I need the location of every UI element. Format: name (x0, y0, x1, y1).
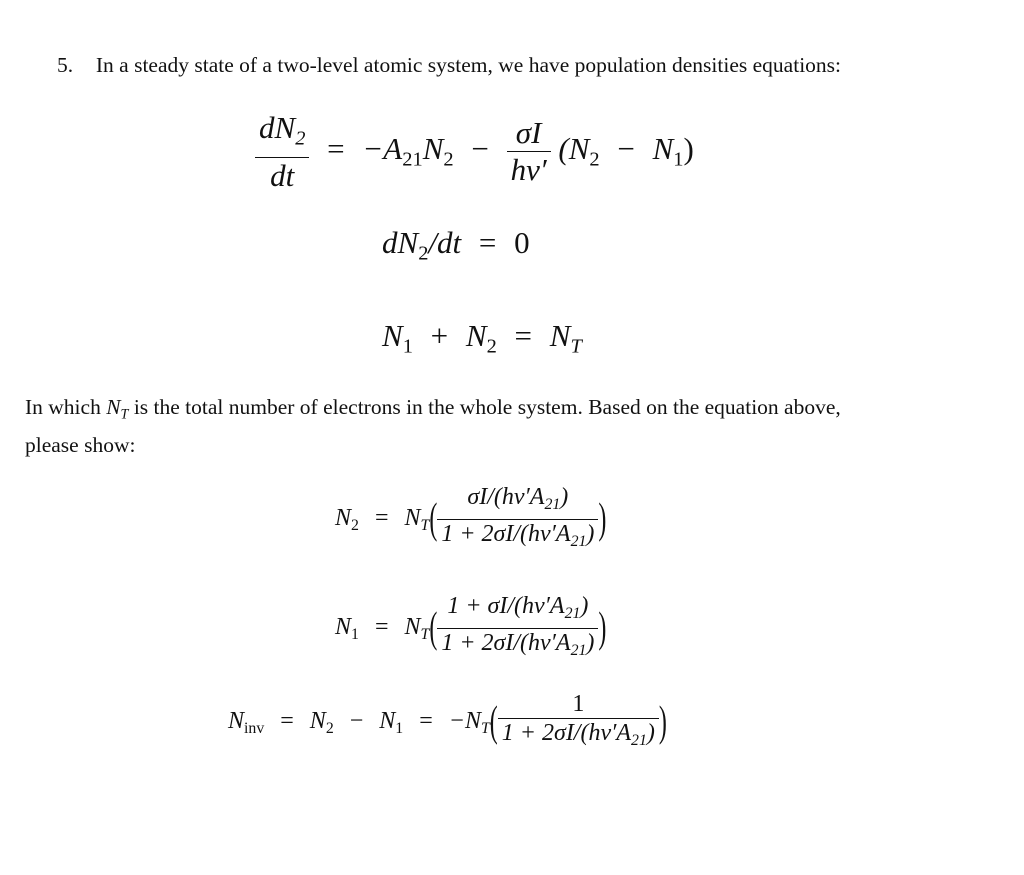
eq5-equals: = (374, 614, 389, 641)
eq6-den: 1 + 2σI/(hν′A (501, 720, 632, 746)
eq2-lhs: dN (382, 225, 419, 260)
eq1-paren-close: ) (683, 130, 694, 166)
eq1-paren-b-sub: 1 (673, 148, 684, 171)
problem-intro-text: In a steady state of a two-level atomic system, we have population densities equations: (95, 53, 842, 77)
eq6-equals: = (280, 708, 294, 735)
eq1-paren-b: N (652, 130, 674, 166)
eq1-frac-num: σI (507, 115, 551, 152)
eq3-b: N (465, 318, 487, 353)
eq1-paren-minus: − (617, 130, 635, 166)
eq4-den: 1 + 2σI/(hν′A (441, 521, 571, 548)
eq6-equals2: = (419, 708, 433, 735)
eq4-lhs-sub: 2 (351, 517, 359, 535)
equation-rate (255, 110, 694, 194)
eq4-fraction (437, 483, 598, 556)
eq2-lhs-rest: /dt (428, 225, 462, 260)
eq6-den-sub: 21 (631, 732, 647, 750)
equation-inversion-result (228, 690, 667, 755)
eq1-equals: = (327, 130, 345, 166)
eq6-b-sub: 1 (395, 720, 404, 738)
eq6-coef: −N (448, 708, 481, 735)
eq5-den-close: ) (586, 630, 595, 657)
eq1-frac-den: hν′ (510, 152, 547, 188)
eq5-num-sub: 21 (564, 605, 581, 623)
eq1-rhs-fraction (507, 115, 551, 188)
eq6-a: N (309, 708, 326, 735)
equation-steady-state (382, 225, 530, 272)
eq5-den: 1 + 2σI/(hν′A (441, 630, 571, 657)
explanation-symbol-sub: T (120, 406, 129, 423)
eq3-equals: = (514, 318, 533, 353)
eq5-num-close: ) (580, 593, 589, 619)
eq2-rhs: 0 (514, 225, 530, 260)
eq1-term1: −A (362, 130, 403, 166)
eq1-lhs-den: dt (270, 157, 295, 193)
equation-total (382, 318, 582, 365)
eq1-paren-a-sub: 2 (589, 148, 600, 171)
eq3-plus: + (430, 318, 449, 353)
eq4-num: σI/(hν′A (467, 484, 545, 510)
eq5-left-paren: ( (429, 605, 438, 652)
eq4-den-close: ) (586, 521, 595, 548)
problem-number: 5. (57, 53, 74, 77)
eq6-num: 1 (498, 690, 659, 719)
explanation-before: In which (25, 395, 107, 419)
eq4-equals: = (374, 505, 389, 532)
eq4-den-sub: 21 (570, 533, 587, 551)
eq4-num-sub: 21 (544, 496, 561, 514)
eq4-coef-sub: T (420, 517, 430, 535)
eq5-lhs-sub: 1 (351, 626, 359, 644)
explanation-symbol: N (106, 395, 121, 419)
eq6-minus: − (349, 708, 364, 735)
eq2-lhs-sub: 2 (418, 242, 429, 265)
eq6-lhs: N (228, 708, 245, 735)
eq1-lhs-num: dN (259, 110, 296, 145)
eq5-coef-sub: T (420, 626, 430, 644)
eq1-lhs-fraction (255, 110, 309, 194)
eq6-lhs-sub: inv (244, 720, 265, 738)
eq6-coef-sub: T (480, 720, 490, 738)
eq4-left-paren: ( (429, 496, 438, 543)
eq1-term1-b: N (422, 130, 444, 166)
eq2-equals: = (478, 225, 497, 260)
explanation-after: is the total number of electrons in the whole system. Based on the equation above, (128, 395, 841, 419)
eq4-right-paren: ) (598, 496, 607, 543)
eq3-c-sub: T (570, 335, 582, 358)
eq5-coef: N (404, 614, 421, 641)
eq5-right-paren: ) (598, 605, 607, 652)
eq1-lhs-num-sub: 2 (295, 127, 306, 150)
eq1-term1-sub: 21 (402, 148, 423, 171)
explanation-paragraph (25, 392, 841, 460)
eq6-right-paren: ) (658, 699, 667, 746)
eq3-b-sub: 2 (486, 335, 497, 358)
eq1-minus: − (471, 130, 489, 166)
equation-n2-result (335, 483, 606, 556)
problem-intro-line (57, 50, 841, 80)
eq6-left-paren: ( (489, 699, 498, 746)
eq3-a: N (382, 318, 403, 353)
eq1-term1-b-sub: 2 (443, 148, 454, 171)
eq6-fraction (498, 690, 659, 755)
eq6-b: N (379, 708, 396, 735)
eq3-a-sub: 1 (402, 335, 413, 358)
eq6-den-close: ) (646, 720, 655, 746)
explanation-line-2: please show: (25, 432, 136, 457)
equation-n1-result (335, 592, 606, 665)
eq5-fraction (437, 592, 598, 665)
eq4-lhs: N (335, 505, 352, 532)
eq4-num-close: ) (560, 484, 569, 510)
eq4-coef: N (404, 505, 421, 532)
eq6-a-sub: 2 (325, 720, 334, 738)
eq5-num: 1 + σI/(hν′A (447, 593, 565, 619)
eq1-paren-a: (N (558, 130, 590, 166)
eq5-lhs: N (335, 614, 352, 641)
eq3-c: N (549, 318, 571, 353)
eq5-den-sub: 21 (570, 642, 587, 660)
explanation-line-1 (25, 392, 841, 430)
